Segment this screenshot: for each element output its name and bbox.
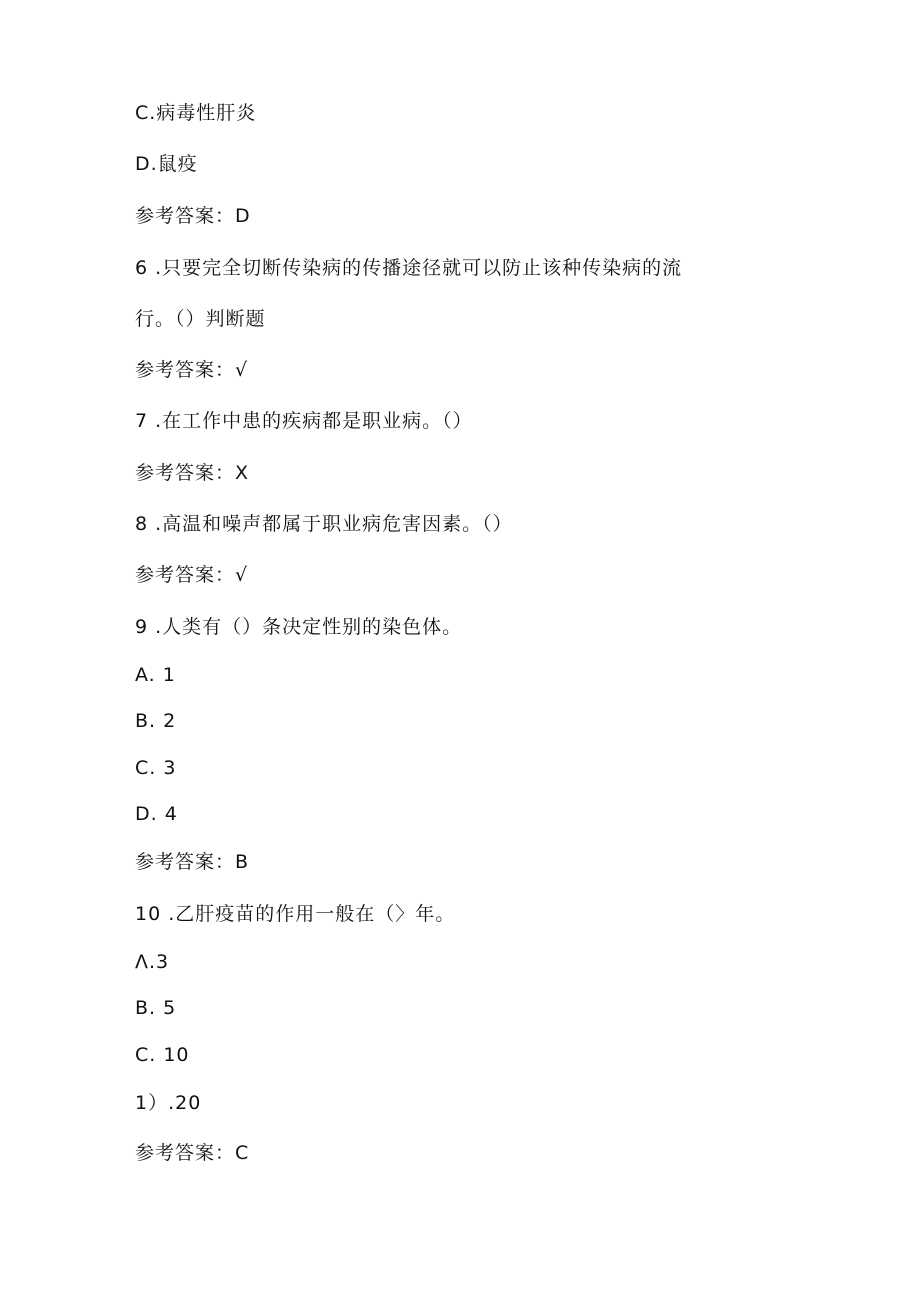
option-9b: B. 2 bbox=[135, 710, 177, 732]
question-6-line-2: 行。（）判断题 bbox=[135, 308, 266, 330]
question-6-line-1: 6 .只要完全切断传染病的传播途径就可以防止该种传染病的流 bbox=[135, 257, 683, 279]
option-9d: D. 4 bbox=[135, 803, 178, 825]
option-5d: D.鼠疫 bbox=[135, 153, 198, 175]
answer-6: 参考答案：√ bbox=[135, 359, 249, 381]
question-9: 9 .人类有（）条决定性别的染色体。 bbox=[135, 616, 463, 638]
option-9c: C. 3 bbox=[135, 757, 177, 779]
question-10: 10 .乙肝疫苗的作用一般在（〉年。 bbox=[135, 903, 456, 925]
answer-5: 参考答案：D bbox=[135, 205, 251, 227]
question-7: 7 .在工作中患的疾病都是职业病。（） bbox=[135, 410, 473, 432]
answer-10: 参考答案：C bbox=[135, 1142, 250, 1164]
answer-8: 参考答案：√ bbox=[135, 564, 249, 586]
answer-9: 参考答案：B bbox=[135, 851, 250, 873]
option-10b: B. 5 bbox=[135, 997, 177, 1019]
question-8: 8 .高温和噪声都属于职业病危害因素。（） bbox=[135, 513, 513, 535]
option-10c: C. 10 bbox=[135, 1044, 190, 1066]
option-10a: Λ.3 bbox=[135, 951, 170, 973]
option-5c: C.病毒性肝炎 bbox=[135, 102, 257, 124]
answer-7: 参考答案：X bbox=[135, 462, 250, 484]
option-9a: A. 1 bbox=[135, 664, 176, 686]
option-10d: 1）.20 bbox=[135, 1092, 202, 1114]
